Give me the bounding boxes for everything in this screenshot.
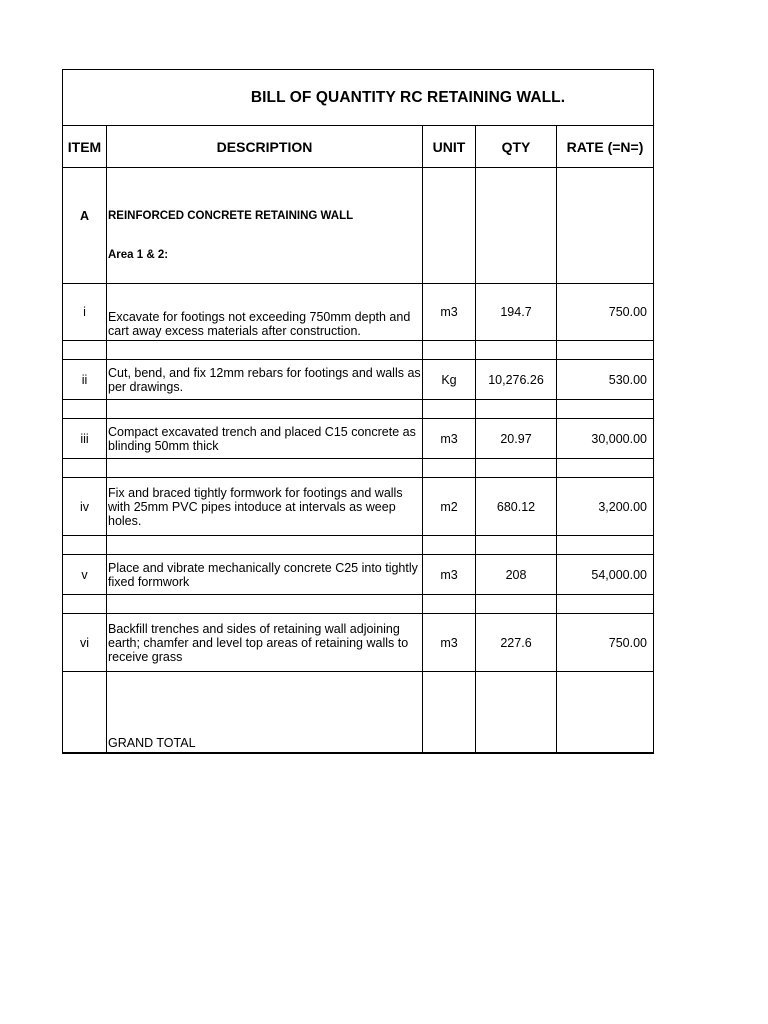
spacer-cell xyxy=(476,400,557,419)
spacer-cell xyxy=(63,459,107,478)
section-subtitle: Area 1 & 2: xyxy=(108,249,169,261)
spacer-cell xyxy=(63,595,107,614)
row-description: Place and vibrate mechanically concrete C25 into tightly fixed formwork xyxy=(107,555,423,595)
spacer-cell xyxy=(476,595,557,614)
row-qty: 194.7 xyxy=(476,284,557,341)
spacer-cell xyxy=(63,341,107,360)
row-qty: 20.97 xyxy=(476,419,557,459)
row-description: Compact excavated trench and placed C15 concrete as blinding 50mm thick xyxy=(107,419,423,459)
row-rate: 750.00 xyxy=(557,614,654,672)
spacer-cell xyxy=(476,341,557,360)
row-description: Fix and braced tightly formwork for footings and walls with 25mm PVC pipes intoduce at intervals as weep holes. xyxy=(107,478,423,536)
spacer-cell xyxy=(423,595,476,614)
spacer-cell xyxy=(107,595,423,614)
boq-table xyxy=(63,126,654,753)
row-qty: 10,276.26 xyxy=(476,360,557,400)
section-title: REINFORCED CONCRETE RETAINING WALL xyxy=(108,210,354,222)
row-qty: 680.12 xyxy=(476,478,557,536)
row-item: vi xyxy=(63,614,107,672)
boq-sheet xyxy=(62,69,654,754)
grand-total-qty xyxy=(476,672,557,753)
header-description: DESCRIPTION xyxy=(107,126,423,168)
row-unit: m2 xyxy=(423,478,476,536)
row-description: Cut, bend, and fix 12mm rebars for footings and walls as per drawings. xyxy=(107,360,423,400)
spacer-cell xyxy=(107,459,423,478)
row-unit: m3 xyxy=(423,284,476,341)
title-row xyxy=(63,70,654,126)
spacer-cell xyxy=(423,459,476,478)
row-item: ii xyxy=(63,360,107,400)
spacer-cell xyxy=(557,595,654,614)
row-rate: 3,200.00 xyxy=(557,478,654,536)
grand-total-unit xyxy=(423,672,476,753)
row-description: Backfill trenches and sides of retaining wall adjoining earth; chamfer and level top areas of retaining walls to receive grass xyxy=(107,614,423,672)
header-unit: UNIT xyxy=(423,126,476,168)
spacer-cell xyxy=(423,341,476,360)
section-description xyxy=(107,168,423,284)
spacer-cell xyxy=(476,459,557,478)
spacer-cell xyxy=(107,536,423,555)
row-unit: m3 xyxy=(423,419,476,459)
grand-total-item xyxy=(63,672,107,753)
row-unit: Kg xyxy=(423,360,476,400)
spacer-cell xyxy=(557,341,654,360)
section-item: A xyxy=(63,168,107,284)
spacer-cell xyxy=(557,400,654,419)
section-qty xyxy=(476,168,557,284)
row-item: i xyxy=(63,284,107,341)
spacer-cell xyxy=(557,459,654,478)
row-rate: 30,000.00 xyxy=(557,419,654,459)
spacer-cell xyxy=(63,536,107,555)
grand-total-rate xyxy=(557,672,654,753)
spacer-cell xyxy=(476,536,557,555)
row-rate: 54,000.00 xyxy=(557,555,654,595)
row-qty: 227.6 xyxy=(476,614,557,672)
row-unit: m3 xyxy=(423,614,476,672)
row-item: iv xyxy=(63,478,107,536)
header-rate: RATE (=N=) xyxy=(557,126,654,168)
section-rate xyxy=(557,168,654,284)
spacer-cell xyxy=(107,341,423,360)
row-item: iii xyxy=(63,419,107,459)
row-description: Excavate for footings not exceeding 750mm depth and cart away excess materials after construction. xyxy=(107,284,423,341)
row-qty: 208 xyxy=(476,555,557,595)
spacer-cell xyxy=(107,400,423,419)
spacer-cell xyxy=(557,536,654,555)
spacer-cell xyxy=(423,536,476,555)
spacer-cell xyxy=(423,400,476,419)
header-item: ITEM xyxy=(63,126,107,168)
section-unit xyxy=(423,168,476,284)
grand-total-label: GRAND TOTAL xyxy=(107,672,423,753)
spacer-cell xyxy=(63,400,107,419)
row-unit: m3 xyxy=(423,555,476,595)
header-qty: QTY xyxy=(476,126,557,168)
row-item: v xyxy=(63,555,107,595)
row-rate: 750.00 xyxy=(557,284,654,341)
document-title: BILL OF QUANTITY RC RETAINING WALL. xyxy=(250,88,566,106)
row-rate: 530.00 xyxy=(557,360,654,400)
